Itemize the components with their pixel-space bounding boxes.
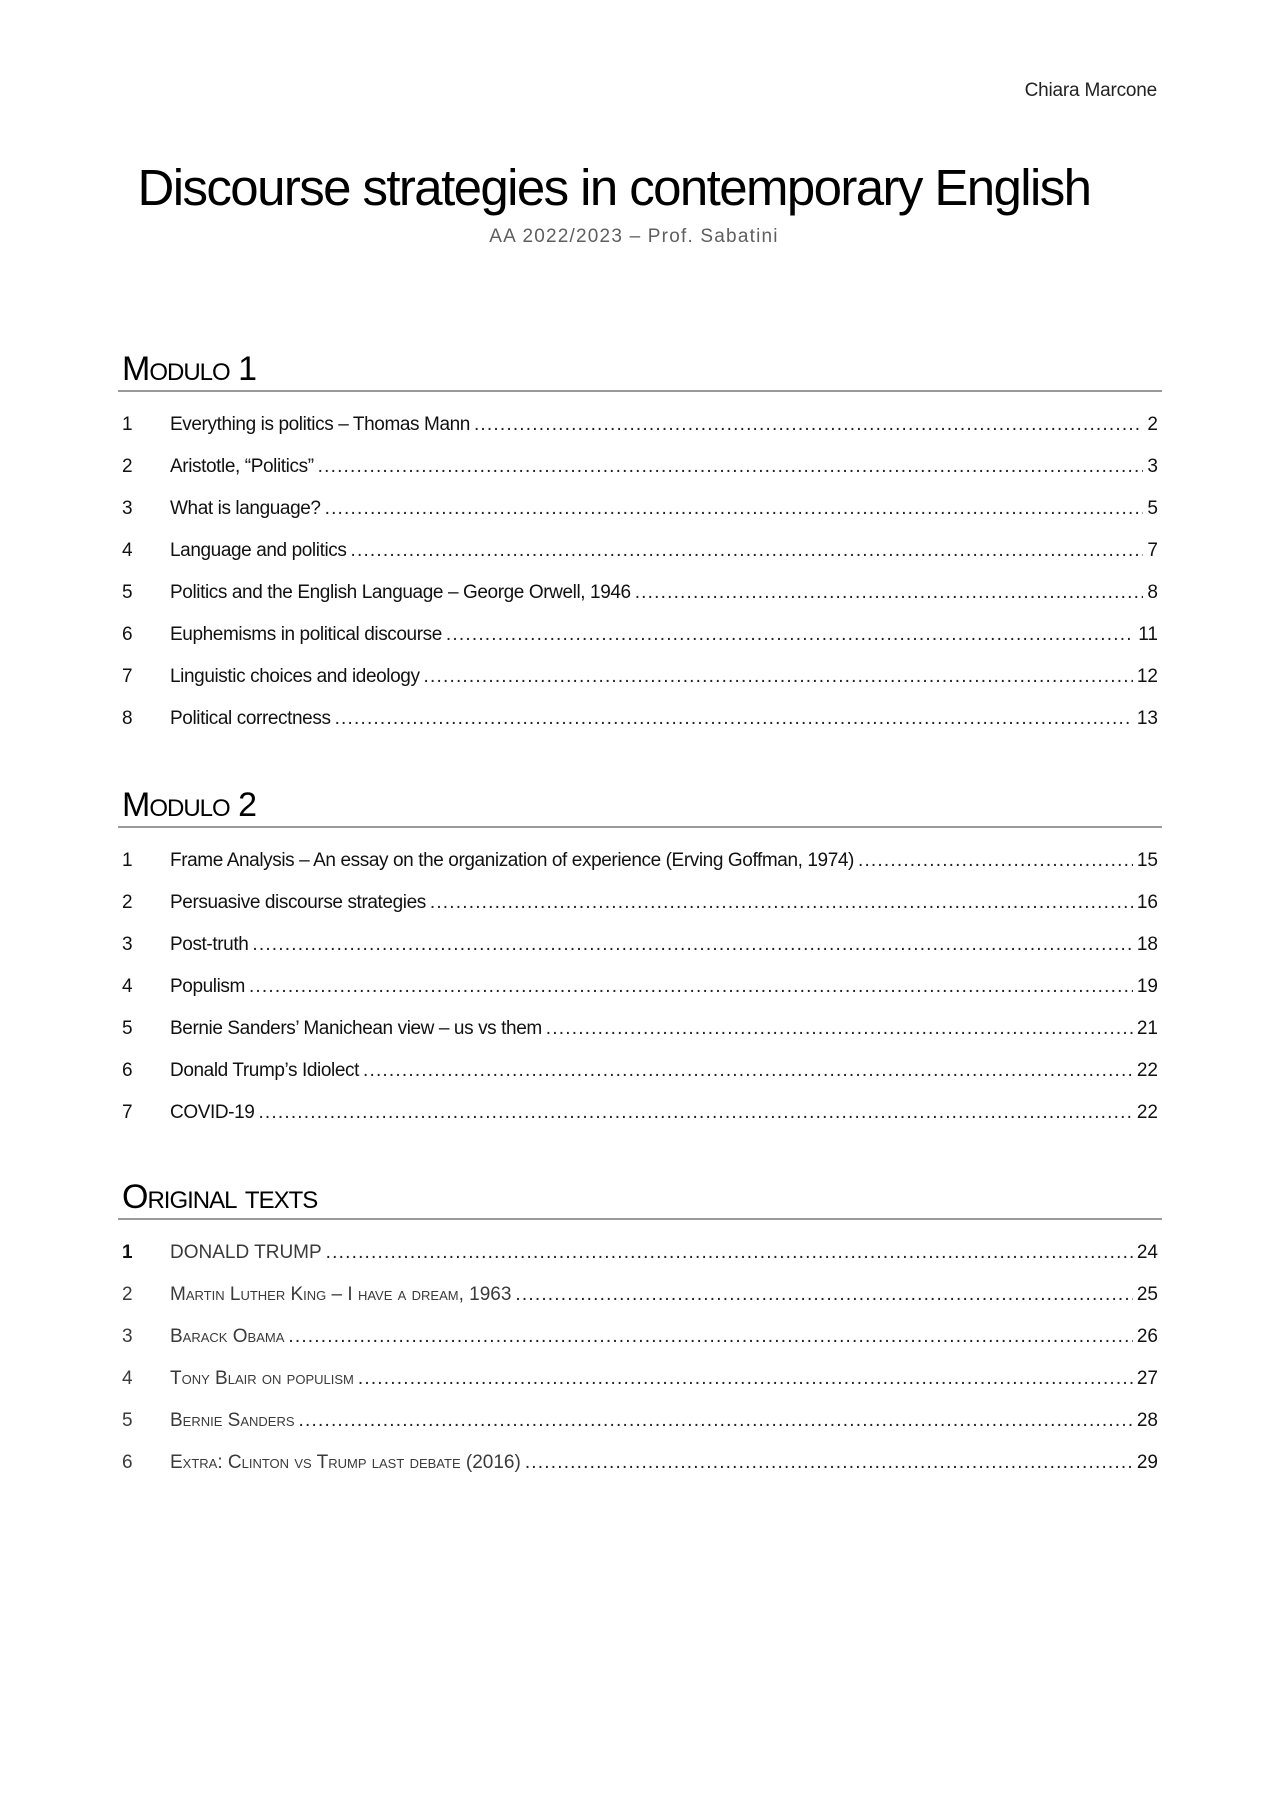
- entry-title[interactable]: Populism: [170, 976, 245, 997]
- toc-entry[interactable]: [118, 966, 1162, 1008]
- entry-page-number[interactable]: 2: [1147, 414, 1158, 435]
- dot-leader: [858, 850, 1133, 872]
- toc-entry[interactable]: [118, 924, 1162, 966]
- toc-section-original-texts: [118, 1176, 1162, 1484]
- author-name: Chiara Marcone: [1024, 80, 1157, 101]
- entry-number: 3: [122, 1326, 133, 1347]
- dot-leader: [335, 708, 1133, 730]
- entry-number: 8: [122, 708, 133, 729]
- entry-page-number[interactable]: 25: [1136, 1284, 1158, 1305]
- document-title: Discourse strategies in contemporary English: [137, 159, 1091, 216]
- entry-title[interactable]: COVID-19: [170, 1102, 255, 1123]
- entry-number: 6: [122, 1060, 133, 1081]
- entry-number: 5: [122, 582, 133, 603]
- entry-title[interactable]: Persuasive discourse strategies: [170, 892, 426, 913]
- entry-title[interactable]: Barack Obama: [170, 1326, 285, 1347]
- dot-leader: [350, 540, 1143, 562]
- toc-entry[interactable]: [118, 882, 1162, 924]
- entry-title[interactable]: Martin Luther King – I have a dream, 1963: [170, 1284, 512, 1305]
- entry-page-number[interactable]: 3: [1147, 456, 1158, 477]
- entry-title[interactable]: Politics and the English Language – George Orwell, 1946: [170, 582, 631, 603]
- entry-number: 2: [122, 1284, 133, 1305]
- dot-leader: [258, 1102, 1132, 1124]
- entry-number: 4: [122, 976, 133, 997]
- toc-entry[interactable]: [118, 1358, 1162, 1400]
- entry-page-number[interactable]: 18: [1136, 934, 1158, 955]
- dot-leader: [515, 1284, 1132, 1306]
- entry-title[interactable]: Political correctness: [170, 708, 331, 729]
- toc-entry[interactable]: [118, 1400, 1162, 1442]
- toc-list: [118, 1232, 1162, 1484]
- dot-leader: [446, 624, 1134, 646]
- toc-entry[interactable]: [118, 1008, 1162, 1050]
- entry-number: 7: [122, 1102, 133, 1123]
- entry-title[interactable]: DONALD TRUMP: [170, 1242, 322, 1263]
- toc-entry[interactable]: [118, 530, 1162, 572]
- toc-entry[interactable]: [118, 1316, 1162, 1358]
- entry-title[interactable]: Frame Analysis – An essay on the organization of experience (Erving Goffman, 1974): [170, 850, 854, 871]
- section-divider: [118, 1218, 1162, 1220]
- entry-number: 7: [122, 666, 133, 687]
- entry-title[interactable]: Bernie Sanders: [170, 1410, 295, 1431]
- entry-page-number[interactable]: 26: [1136, 1326, 1158, 1347]
- section-heading: Modulo 2: [122, 786, 257, 824]
- dot-leader: [546, 1018, 1133, 1040]
- entry-title[interactable]: Extra: Clinton vs Trump last debate (2016): [170, 1452, 521, 1473]
- dot-leader: [318, 456, 1144, 478]
- entry-number: 3: [122, 934, 133, 955]
- toc-entry[interactable]: [118, 446, 1162, 488]
- entry-page-number[interactable]: 7: [1147, 540, 1158, 561]
- entry-title[interactable]: Bernie Sanders’ Manichean view – us vs them: [170, 1018, 542, 1039]
- dot-leader: [299, 1410, 1133, 1432]
- dot-leader: [525, 1452, 1133, 1474]
- entry-title[interactable]: Aristotle, “Politics”: [170, 456, 314, 477]
- entry-number: 6: [122, 1452, 133, 1473]
- entry-title[interactable]: Everything is politics – Thomas Mann: [170, 414, 470, 435]
- section-divider: [118, 826, 1162, 828]
- entry-page-number[interactable]: 5: [1147, 498, 1158, 519]
- entry-page-number[interactable]: 22: [1136, 1102, 1158, 1123]
- entry-page-number[interactable]: 21: [1136, 1018, 1158, 1039]
- entry-page-number[interactable]: 11: [1138, 624, 1158, 645]
- dot-leader: [635, 582, 1144, 604]
- dot-leader: [430, 892, 1133, 914]
- entry-title[interactable]: Donald Trump’s Idiolect: [170, 1060, 359, 1081]
- entry-number: 1: [122, 1242, 133, 1263]
- section-divider: [118, 390, 1162, 392]
- entry-title[interactable]: Euphemisms in political discourse: [170, 624, 442, 645]
- entry-page-number[interactable]: 29: [1136, 1452, 1158, 1473]
- entry-number: 1: [122, 850, 133, 871]
- toc-entry[interactable]: [118, 698, 1162, 740]
- entry-title[interactable]: Language and politics: [170, 540, 347, 561]
- entry-title[interactable]: Linguistic choices and ideology: [170, 666, 420, 687]
- section-heading: Modulo 1: [122, 350, 257, 388]
- entry-page-number[interactable]: 13: [1136, 708, 1158, 729]
- toc-entry[interactable]: [118, 1442, 1162, 1484]
- entry-page-number[interactable]: 8: [1147, 582, 1158, 603]
- dot-leader: [358, 1368, 1133, 1390]
- document-subtitle: AA 2022/2023 – Prof. Sabatini: [489, 226, 779, 247]
- entry-number: 3: [122, 498, 133, 519]
- dot-leader: [288, 1326, 1132, 1348]
- entry-number: 2: [122, 456, 133, 477]
- entry-number: 4: [122, 540, 133, 561]
- toc-entry[interactable]: [118, 404, 1162, 446]
- entry-page-number[interactable]: 22: [1136, 1060, 1158, 1081]
- dot-leader: [249, 976, 1133, 998]
- toc-list: [118, 840, 1162, 1134]
- entry-title[interactable]: Post-truth: [170, 934, 249, 955]
- entry-number: 6: [122, 624, 133, 645]
- entry-title[interactable]: What is language?: [170, 498, 321, 519]
- entry-page-number[interactable]: 19: [1136, 976, 1158, 997]
- toc-entry[interactable]: [118, 572, 1162, 614]
- toc-list: [118, 404, 1162, 740]
- entry-page-number[interactable]: 24: [1136, 1242, 1158, 1263]
- dot-leader: [252, 934, 1132, 956]
- entry-page-number[interactable]: 15: [1136, 850, 1158, 871]
- dot-leader: [424, 666, 1133, 688]
- entry-title[interactable]: Tony Blair on populism: [170, 1368, 354, 1389]
- toc-entry[interactable]: [118, 614, 1162, 656]
- toc-entry[interactable]: [118, 488, 1162, 530]
- section-heading: Original texts: [122, 1178, 318, 1216]
- entry-page-number[interactable]: 16: [1136, 892, 1158, 913]
- toc-section-modulo-1: [118, 348, 1162, 740]
- dot-leader: [325, 498, 1144, 520]
- entry-page-number[interactable]: 27: [1136, 1368, 1158, 1389]
- toc-entry[interactable]: [118, 840, 1162, 882]
- entry-page-number[interactable]: 12: [1136, 666, 1158, 687]
- toc-entry[interactable]: [118, 656, 1162, 698]
- toc-entry[interactable]: [118, 1274, 1162, 1316]
- toc-entry[interactable]: [118, 1050, 1162, 1092]
- entry-number: 2: [122, 892, 133, 913]
- dot-leader: [474, 414, 1143, 436]
- dot-leader: [363, 1060, 1133, 1082]
- entry-number: 5: [122, 1018, 133, 1039]
- entry-number: 1: [122, 414, 133, 435]
- entry-page-number[interactable]: 28: [1136, 1410, 1158, 1431]
- toc-entry[interactable]: [118, 1092, 1162, 1134]
- entry-number: 4: [122, 1368, 133, 1389]
- toc-entry[interactable]: [118, 1232, 1162, 1274]
- dot-leader: [326, 1242, 1133, 1264]
- entry-number: 5: [122, 1410, 133, 1431]
- toc-section-modulo-2: [118, 784, 1162, 1134]
